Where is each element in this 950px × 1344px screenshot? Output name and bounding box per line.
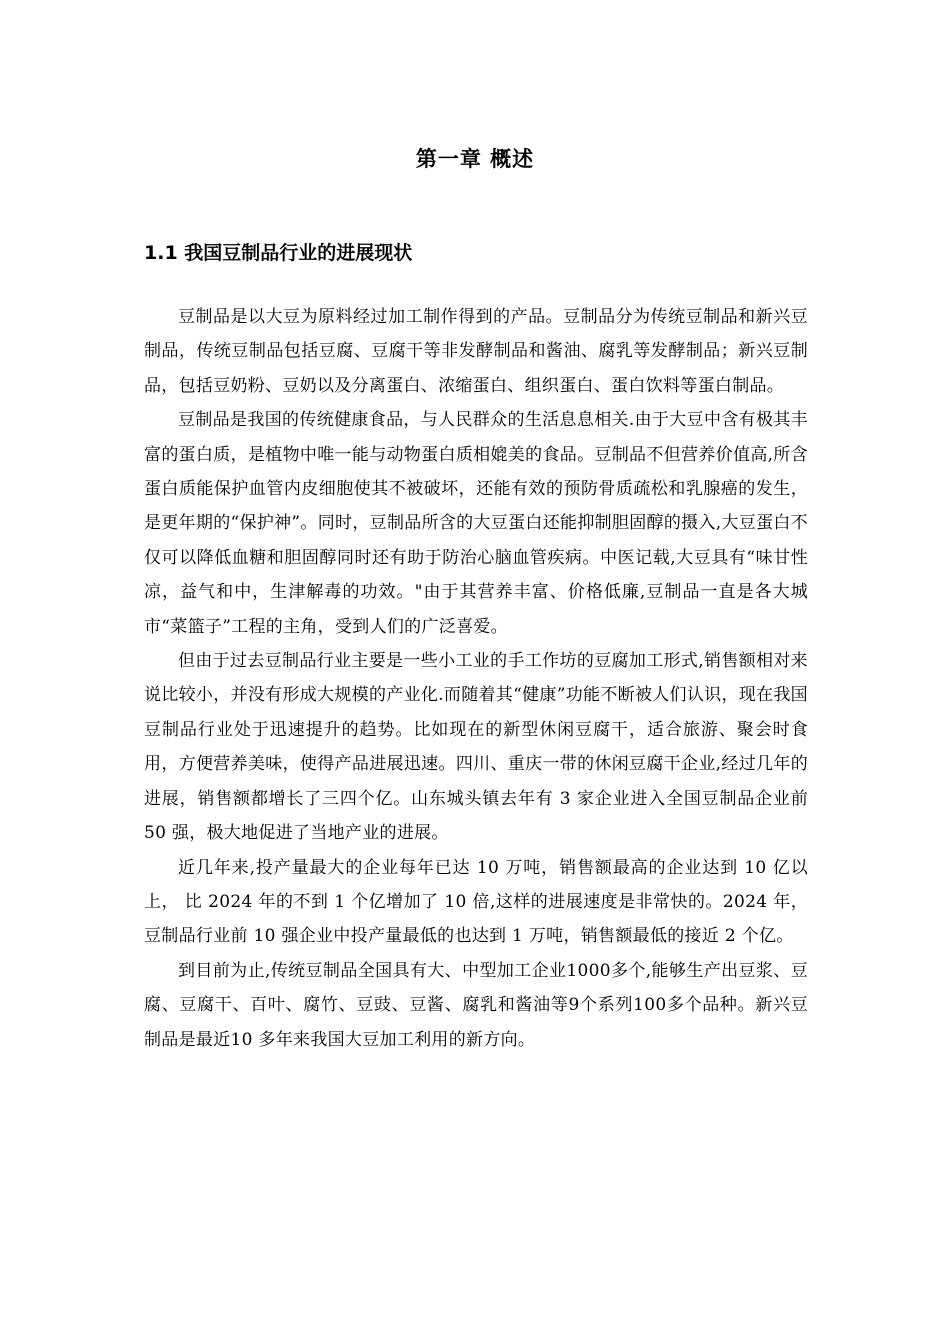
section-heading: 1.1 我国豆制品行业的进展现状 (144, 242, 413, 264)
chapter-title: 第一章 概述 (415, 147, 535, 171)
paragraph: 到目前为止,传统豆制品全国具有大、中型加工企业1000多个,能够生产出豆浆、豆腐、豆腐干、百叶、腐竹、豆豉、豆酱、腐乳和酱油等9个系列100多个品种。新兴豆制品是最近10 多年来我国大豆加工利用的新方向。 (144, 960, 808, 1050)
paragraph: 豆制品是以大豆为原料经过加工制作得到的产品。豆制品分为传统豆制品和新兴豆制品，传统豆制品包括豆腐、豆腐干等非发酵制品和酱油、腐乳等发酵制品；新兴豆制品，包括豆奶粉、豆奶以及分离蛋白、浓缩蛋白、组织蛋白、蛋白饮料等蛋白制品。 (144, 307, 808, 396)
body-text (144, 300, 808, 1057)
paragraph: 但由于过去豆制品行业主要是一些小工业的手工作坊的豆腐加工形式,销售额相对来说比较小，并没有形成大规模的产业化.而随着其“健康”功能不断被人们认识，现在我国豆制品行业处于迅速提升的趋势。比如现在的新型休闲豆腐干，适合旅游、聚会时食用，方便营养美味，使得产品进展迅速。四川、重庆一带的休闲豆腐干企业,经过几年的进展，销售额都增长了三四个亿。山东城头镇去年有 3 家企业进入全国豆制品企业前 50 强，极大地促进了当地产业的进展。 (144, 651, 808, 844)
paragraph: 近几年来,投产量最大的企业每年已达 10 万吨，销售额最高的企业达到 10 亿以上， 比 2024 年的不到 1 个亿增加了 10 倍,这样的进展速度是非常快的。2024 年，豆制品行业前 10 强企业中投产量最低的也达到 1 万吨，销售额最低的接近 2 个亿。 (144, 857, 808, 947)
paragraph: 豆制品是我国的传统健康食品，与人民群众的生活息息相关.由于大豆中含有极其丰富的蛋白质，是植物中唯一能与动物蛋白质相媲美的食品。豆制品不但营养价值高,所含蛋白质能保护血管内皮细胞使其不被破坏，还能有效的预防骨质疏松和乳腺癌的发生，是更年期的“保护神”。同时，豆制品所含的大豆蛋白还能抑制胆固醇的摄入,大豆蛋白不仅可以降低血糖和胆固醇同时还有助于防治心脑血管疾病。中医记载,大豆具有“味甘性凉，益气和中，生津解毒的功效。"由于其营养丰富、价格低廉,豆制品一直是各大城市“菜篮子”工程的主角，受到人们的广泛喜爱。 (144, 410, 808, 637)
